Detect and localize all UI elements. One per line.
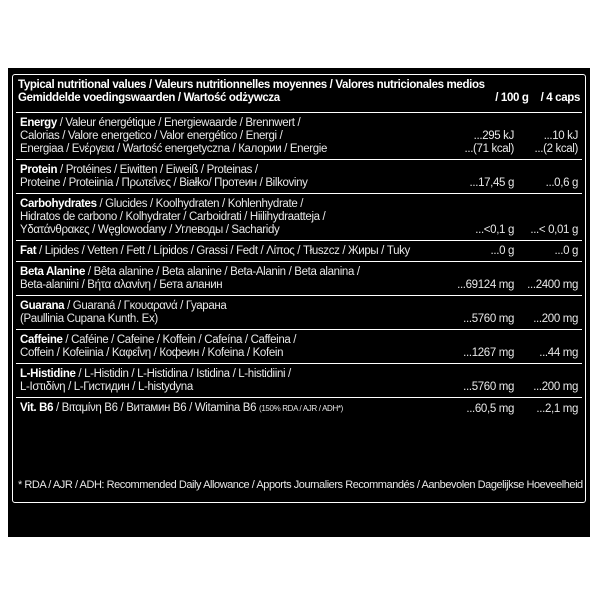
footnote: * RDA / AJR / ADH: Recommended Daily Allowance / Apports Journaliers Recommandés / Aanbevolen Dagelijkse Hoeveelheid [18,479,583,491]
nutrient-translations: Calorias / Valore energetico / Valor energético / Energi / [20,130,283,142]
nutrient-name: Carbohydrates [20,198,97,210]
value-per-4caps: ...0 g [554,245,578,257]
nutrient-name: Protein [20,164,58,176]
nutrient-values [463,347,578,360]
nutrient-translations: Beta-alaniini / Βήτα αλανίνη / Бета аланин [20,279,223,291]
nutrient-text-line [20,334,578,347]
value-per-4caps: ...< 0,01 g [530,224,578,236]
nutrient-translations: Energiaa / Ενέργεια / Wartość energetyczna / Калории / Energie [20,143,328,155]
nutrient-row [16,329,582,363]
nutrient-translations: Coffein / Kofeiinia / Καφεΐνη / Кофеин / Kofeina / Kofein [20,347,284,359]
header-title: Typical nutritional values / Valeurs nutritionnelles moyennes / Valores nutricionales medios [18,79,485,91]
nutrient-text-line [20,198,578,211]
nutrient-text-line [20,117,578,130]
nutrient-name: Fat [20,245,37,257]
nutrient-row [16,159,582,193]
nutrition-panel [8,68,590,537]
value-per-100g: ...5760 mg [463,313,514,325]
nutrient-row [16,397,582,419]
value-per-4caps: ...44 mg [539,347,578,359]
value-per-4caps: ...10 kJ ...(2 kcal) [534,130,578,155]
nutrient-translations: / Protéines / Eiwitten / Eiweiß / Proteinas / [57,164,258,176]
nutrient-row [16,295,582,329]
nutrient-values [463,313,578,326]
nutrient-text-line [20,211,578,224]
header-col-4caps: / 4 caps [540,92,580,104]
nutrient-name: Caffeine [20,334,63,346]
nutrient-row [16,261,582,295]
value-per-4caps: ...200 mg [533,313,578,325]
nutrient-name: Energy [20,117,57,129]
value-per-100g: ...69124 mg [457,279,514,291]
nutrient-translations: / L-Histidin / L-Histidina / Istidina / L-histidiini / [75,368,291,380]
header-subtitle: Gemiddelde voedingswaarden / Wartość odżywcza [18,92,280,104]
nutrient-values [466,403,578,416]
value-per-4caps: ...2400 mg [527,279,578,291]
value-per-100g: ...<0,1 g [475,224,514,236]
value-per-100g: ...17,45 g [469,177,514,189]
value-per-100g: ...1267 mg [463,347,514,359]
nutrient-translations: / Glucides / Koolhydraten / Kohlenhydrate / [96,198,304,210]
nutrient-translations: (Paullinia Cupana Kunth. Ex) [20,313,158,325]
nutrient-values [457,279,578,292]
value-per-100g: ...60,5 mg [466,403,514,415]
nutrient-translations: L-Ιστιδίνη / L-Гистидин / L-histydyna [20,381,193,393]
nutrient-row [16,193,582,240]
nutrient-name: Vit. B6 [20,402,54,414]
nutrient-rows [16,112,582,419]
nutrient-translations: / Valeur énergétique / Energiewaarde / Brennwert / [56,117,301,129]
nutrient-values [465,130,579,156]
nutrient-values [491,245,578,258]
nutrient-translations: / Lipides / Vetten / Fett / Lípidos / Grassi / Fedt / Λίπος / Tłuszcz / Жиры / Tuky [36,245,410,257]
nutrient-text-line [20,266,578,279]
nutrient-row [16,363,582,397]
nutrient-translations: / Bêta alanine / Beta alanine / Beta-Alanin / Beta alanina / [85,266,360,278]
nutrient-values [470,177,578,190]
nutrient-row [16,112,582,159]
value-per-4caps: ...200 mg [533,381,578,393]
value-per-100g: ...5760 mg [463,381,514,393]
nutrient-text-line [20,300,578,313]
nutrient-values [463,381,578,394]
nutrient-text-line [20,368,578,381]
rda-note: (150% RDA / AJR / ADH*) [259,404,343,413]
nutrient-translations: / Caféine / Cafeine / Koffein / Cafeína / Caffeina / [62,334,297,346]
nutrient-name: Beta Alanine [20,266,86,278]
value-per-4caps: ...0,6 g [545,177,578,189]
header-col-100g: / 100 g [495,92,529,104]
nutrient-translations: / Guaraná / Γκουαρανά / Гуарана [64,300,227,312]
nutrient-translations: Υδατάνθρακες / Węglowodany / Углеводы / Sacharidy [20,224,280,236]
nutrient-translations: Proteine / Proteiinia / Πρωτεΐνες / Białko/ Протеин / Bilkoviny [20,177,308,189]
nutrient-values [475,224,578,237]
value-per-4caps: ...2,1 mg [536,403,578,415]
value-per-100g: ...0 g [490,245,514,257]
nutrient-translations: / Βιταμίνη Β6 / Витамин B6 / Witamina B6 [53,402,259,414]
nutrient-row [16,240,582,261]
value-per-100g: ...295 kJ ...(71 kcal) [464,130,514,155]
nutrient-name: Guarana [20,300,65,312]
nutrient-name: L-Histidine [20,368,76,380]
nutrient-translations: Hidratos de carbono / Kolhydrater / Carboidrati / Hiilihydraatteja / [20,211,326,223]
nutrient-text-line [20,164,578,177]
